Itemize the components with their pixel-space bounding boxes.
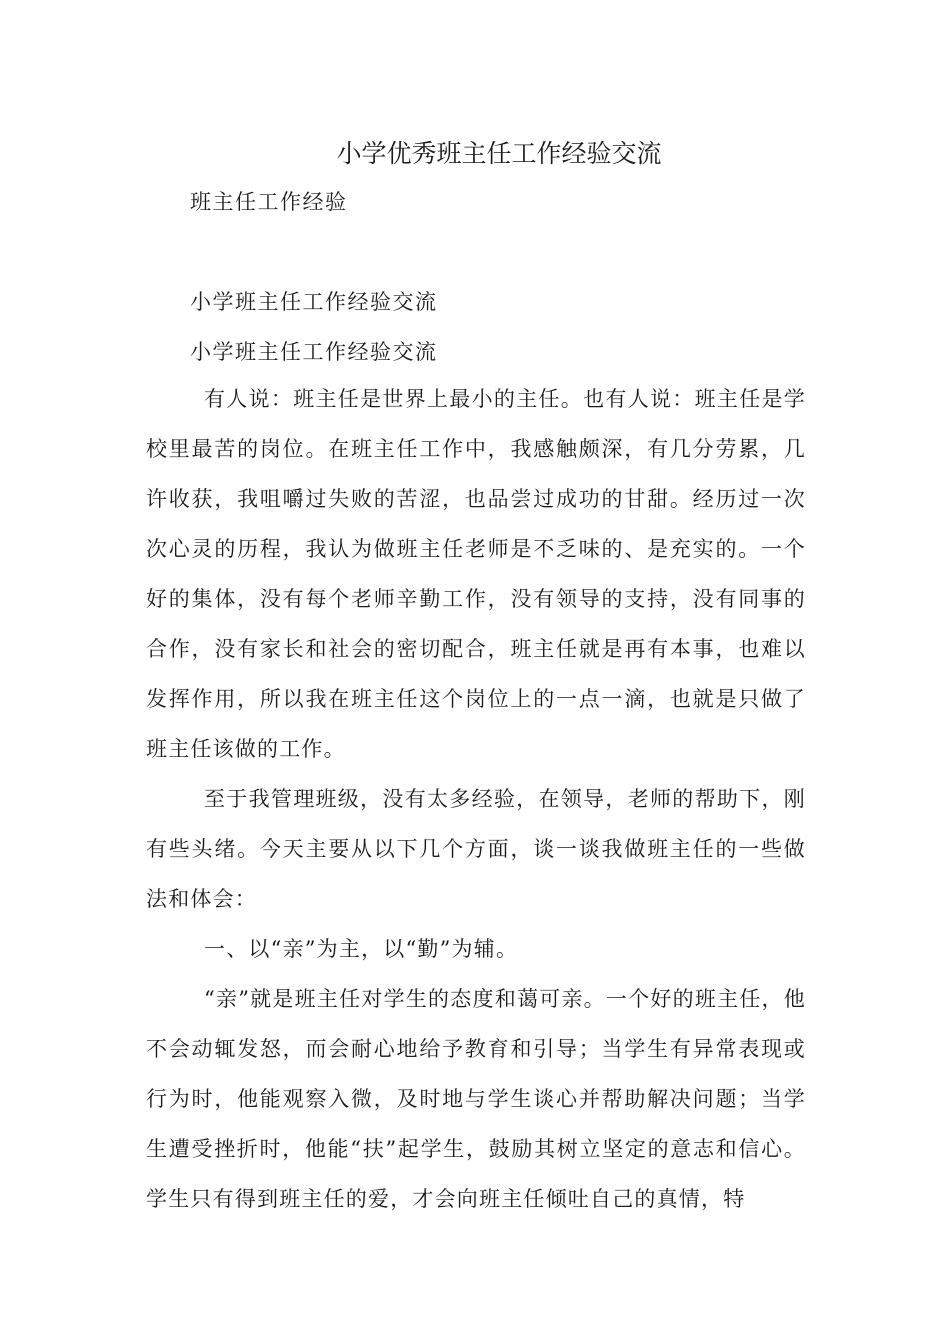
document-title: 小学优秀班主任工作经验交流 xyxy=(336,139,662,168)
paragraph-qin-explanation: “亲”就是班主任对学生的态度和蔼可亲。一个好的班主任，他不会动辄发怒，而会耐心地给予教育和引导；当学生有异常表现或行为时，他能观察入微，及时地与学生谈心并帮助解决问题；当学生遭受挫折时，他能“扶”起学生，鼓励其树立坚定的意志和信心。学生只有得到班主任的爱，才会向班主任倾吐自己的真情，特 xyxy=(146,987,806,1211)
section-heading-2: 小学班主任工作经验交流 xyxy=(190,340,438,364)
paragraph-intro: 有人说：班主任是世界上最小的主任。也有人说：班主任是学校里最苦的岗位。在班主任工作中，我感触颇深，有几分劳累，几许收获，我咀嚼过失败的苦涩，也品尝过成功的甘甜。经历过一次次心灵的历程，我认为做班主任老师是不乏味的、是充实的。一个好的集体，没有每个老师辛勤工作，没有领导的支持，没有同事的合作，没有家长和社会的密切配合，班主任就是再有本事，也难以发挥作用，所以我在班主任这个岗位上的一点一滴，也就是只做了班主任该做的工作。 xyxy=(146,387,806,761)
document-subtitle: 班主任工作经验 xyxy=(190,190,348,214)
paragraph-section-one-heading: 一、以“亲”为主，以“勤”为辅。 xyxy=(204,937,519,961)
paragraph-approach: 至于我管理班级，没有太多经验，在领导，老师的帮助下，刚有些头绪。今天主要从以下几个方面，谈一谈我做班主任的一些做法和体会： xyxy=(146,787,806,911)
section-heading-1: 小学班主任工作经验交流 xyxy=(190,290,438,314)
